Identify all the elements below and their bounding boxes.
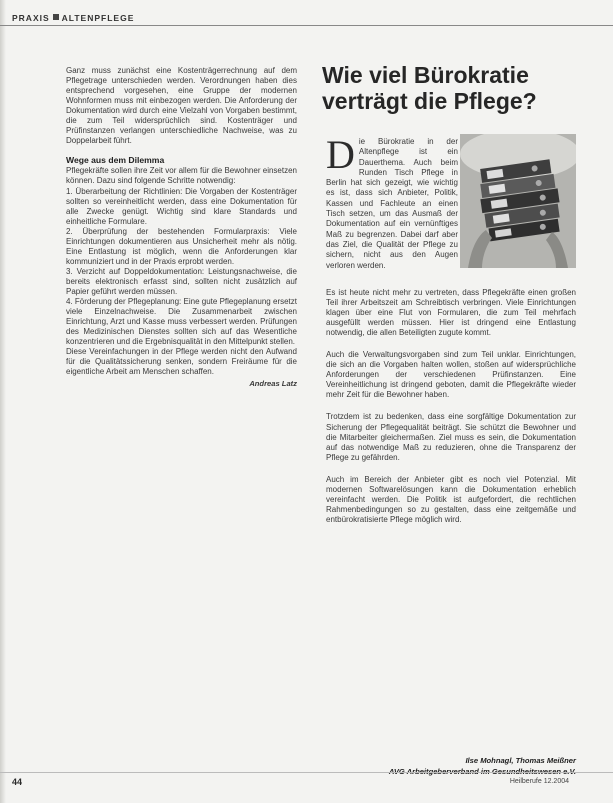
section-heading: Wege aus dem Dilemma — [66, 155, 165, 166]
scan-edge — [0, 0, 6, 803]
binders-photo — [460, 134, 576, 268]
left-paragraph: 3. Verzicht auf Doppeldokumentation: Leistungsnachweise, die bereits elektronisch erfasst sind, sollten nicht zusätzlich auf Papier geführt werden müssen. — [66, 266, 297, 296]
subsection-label: ALTENPFLEGE — [61, 13, 135, 23]
drop-cap: D — [326, 132, 355, 177]
right-paragraph: Trotzdem ist zu bedenken, dass eine sorgfältige Dokumentation zur Sicherung der Pflegequalität beiträgt. Sie schützt die Bewohner und die Mitarbeiter gleichermaßen. Ziel muss es sein, die Dokumentation auf das notwendige Maß zu reduzieren, ohne die Transparenz der Pflege zu gefährden. — [326, 412, 576, 462]
article-intro — [326, 132, 458, 271]
right-paragraph: Es ist heute nicht mehr zu vertreten, dass Pflegekräfte einen großen Teil ihrer Arbeitszeit am Schreibtisch verbringen. Viele Einrichtungen klagen über eine Flut von Formularen, die zum Teil mehrfach ausgefüllt werden müssen. Hier ist dringend eine Entlastung notwendig, die allen Beteiligten zugute kommt. — [326, 288, 576, 338]
right-paragraph: Auch im Bereich der Anbieter gibt es noch viel Potenzial. Mit modernen Softwarelösungen kann die Dokumentation erheblich vereinfacht werden. Die Politik ist aufgefordert, die rechtlichen Rahmenbedingungen so zu gestalten, dass eine zeitgemäße und entbürokratisierte Pflege möglich wird. — [326, 474, 576, 524]
right-authors: Ilse Mohnagl, Thomas Meißner — [465, 756, 576, 765]
right-column — [326, 288, 576, 537]
left-paragraph: Diese Vereinfachungen in der Pflege werden nicht den Aufwand für die Qualitätssicherung senken, sondern Freiräume für die eigentliche Arbeit am Menschen schaffen. — [66, 347, 297, 377]
separator-square-icon — [53, 14, 59, 20]
left-paragraph: Pflegekräfte sollen ihre Zeit vor allem für die Bewohner einsetzen können. Dazu sind folgende Schritte notwendig: — [66, 166, 297, 186]
left-paragraph: 4. Förderung der Pflegeplanung: Eine gute Pflegeplanung ersetzt viele Einzelnachweise. Die Zusammenarbeit zwischen Einrichtung, Arzt und Kasse muss verbessert werden. Prüfungen des Medizinischen Dienstes sollten sich auf das Wesentliche konzentrieren und die Ergebnisqualität in den Mittelpunkt stellen. — [66, 297, 297, 347]
binders-illustration — [460, 134, 576, 268]
page-header — [12, 13, 134, 23]
left-column — [66, 66, 297, 389]
article-title: Wie viel Bürokratie verträgt die Pflege? — [322, 62, 537, 114]
left-paragraph: 1. Überarbeitung der Richtlinien: Die Vorgaben der Kostenträger sollten so vereinheitlicht werden, dass eine Dokumentation für alle Zwecke genügt. Wichtig sind klare Standards und einheitliche Formulare. — [66, 186, 297, 226]
page-number: 44 — [12, 777, 23, 787]
right-paragraph: Auch die Verwaltungsvorgaben sind zum Teil unklar. Einrichtungen, die sich an die Vorgaben halten wollen, stoßen auf widersprüchliche Anforderungen der verschiedenen Prüfinstanzen. Eine Vereinheitlichung ist dringend geboten, damit die Pflegekräfte wieder mehr Zeit für die Bewohner haben. — [326, 350, 576, 400]
left-paragraph: 2. Überprüfung der bestehenden Formularpraxis: Viele Einrichtungen dokumentieren aus Unsicherheit mehr als nötig. Eine Entlastung ist möglich, wenn die Anforderungen klar kommuniziert und in der Praxis erprobt werden. — [66, 226, 297, 266]
left-author: Andreas Latz — [249, 379, 297, 389]
intro-text: ie Bürokratie in der Altenpflege ist ein Dauerthema. Auch beim Runden Tisch Pflege in Berlin hat sich gezeigt, wie wichtig es ist, dass sich Anbieter, Politik, Kassen und Fachleute an einen Tisch setzen, um das Ausmaß der Dokumentation auf ein vernünftiges Maß zu begrenzen. Dabei darf aber das Ziel, die Qualität der Pflege zu sichern, nicht aus den Augen verloren werden. — [326, 137, 458, 270]
section-label: PRAXIS — [12, 13, 50, 23]
footer-rule — [0, 772, 613, 773]
header-rule — [0, 25, 613, 26]
issue-label: Heilberufe 12.2004 — [509, 778, 569, 785]
left-paragraph: Ganz muss zunächst eine Kostenträgerrechnung auf dem Pflegetrage unterschieden werden. Verordnungen haben dies entsprechend vorgesehen, eine Gruppe der modernen Wohnformen muss mit einbezogen werden. Die Anforderung der Dokumentation wird durch eine Vielzahl von Vorgaben bestimmt, die zum Teil widersprüchlich sind. Kostenträger und Prüfinstanzen verlangen unterschiedliche Nachweise, was zu Doppelarbeit führt. — [66, 66, 297, 146]
